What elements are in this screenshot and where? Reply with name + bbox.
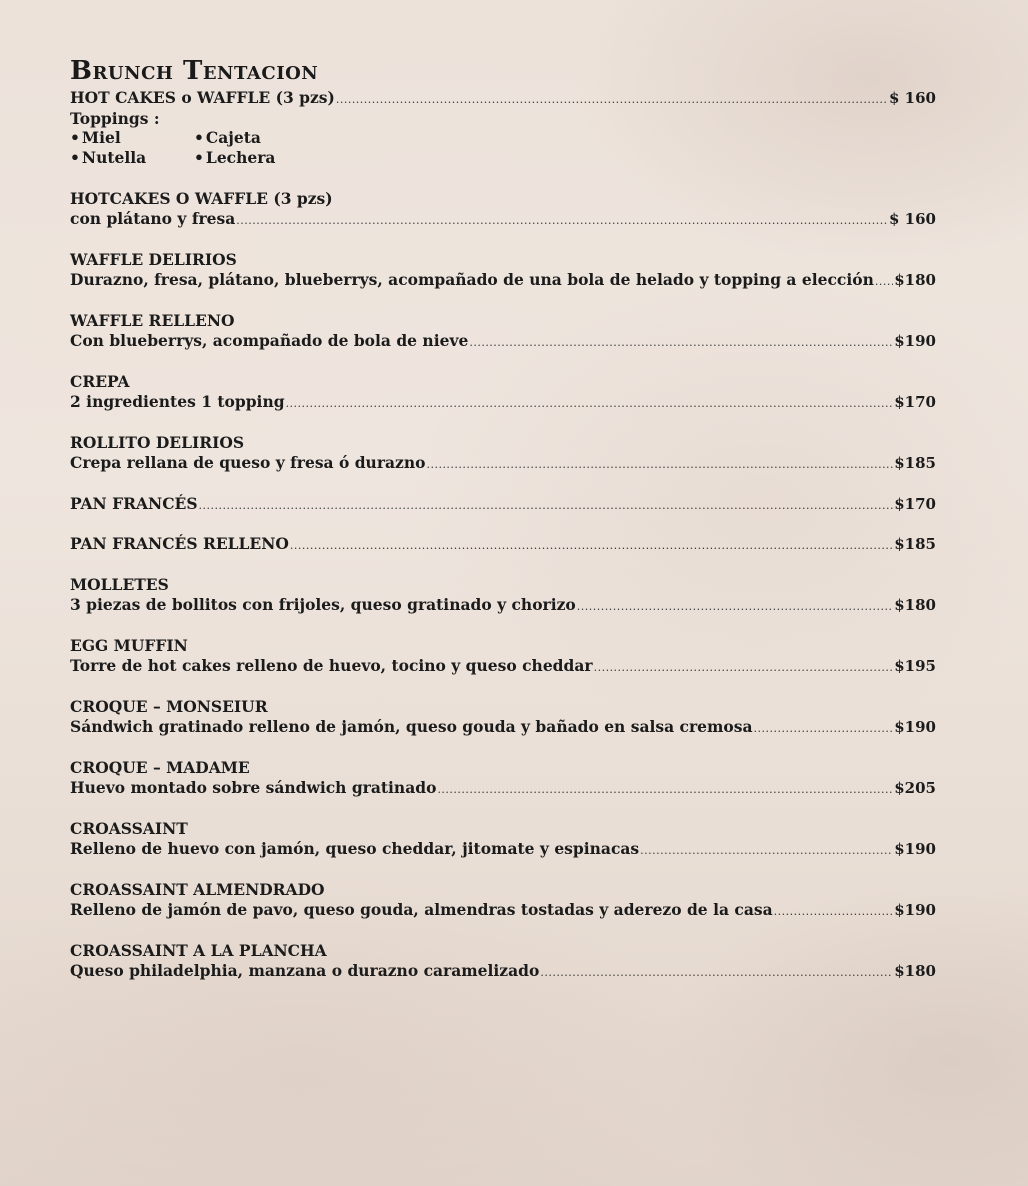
item-description: Queso philadelphia, manzana o durazno caramelizado: [70, 961, 540, 980]
menu-item-line: [70, 534, 936, 555]
item-price: $205: [894, 779, 936, 797]
menu-item-line: [70, 961, 936, 982]
menu-item-line: [70, 331, 936, 352]
menu-title: Brunch Tentacion: [70, 56, 319, 86]
topping-item: • Miel: [70, 128, 194, 148]
item-price: $170: [894, 393, 936, 411]
item-price: $185: [894, 535, 936, 553]
menu-item: [70, 819, 936, 860]
dot-leader: [286, 394, 894, 415]
dot-leader: [426, 455, 893, 476]
menu-item-line: [70, 453, 936, 474]
item-price: $190: [894, 332, 936, 350]
menu-item-line: [70, 778, 936, 799]
item-name: EGG MUFFIN: [70, 635, 188, 655]
menu-item-line: [70, 209, 936, 230]
dot-leader: [594, 658, 894, 679]
toppings-list: [70, 128, 936, 168]
item-name: CROASSAINT ALMENDRADO: [70, 879, 325, 899]
menu-item-line: [70, 839, 936, 860]
menu-item-line: [70, 494, 936, 515]
menu-item: [70, 534, 936, 555]
menu-item: [70, 758, 936, 799]
item-price: $190: [894, 718, 936, 736]
menu-item-line: [70, 270, 936, 291]
menu-item: [70, 575, 936, 616]
item-description: 2 ingredientes 1 topping: [70, 392, 285, 411]
item-name: CROQUE – MONSEIUR: [70, 696, 268, 716]
item-name: PAN FRANCÉS: [70, 493, 198, 513]
dot-leader: [199, 496, 894, 517]
item-name: WAFFLE DELIRIOS: [70, 249, 237, 269]
dot-leader: [640, 841, 893, 862]
dot-leader: [236, 211, 888, 232]
dot-leader: [469, 333, 893, 354]
item-price: $170: [894, 494, 936, 513]
menu-item: [70, 494, 936, 515]
menu-item-line: [70, 392, 936, 413]
menu-item-line: [70, 656, 936, 677]
item-description: Relleno de jamón de pavo, queso gouda, almendras tostadas y aderezo de la casa: [70, 900, 773, 919]
menu-item: [70, 88, 936, 168]
menu-item: [70, 189, 936, 230]
menu-item-line: [70, 717, 936, 738]
toppings-label: Toppings :: [70, 108, 160, 128]
item-price: $ 160: [889, 89, 936, 107]
item-description: Con blueberrys, acompañado de bola de nieve: [70, 331, 469, 350]
menu-item: [70, 636, 936, 677]
item-description: Torre de hot cakes relleno de huevo, tocino y queso cheddar: [70, 656, 593, 675]
dot-leader: [437, 780, 893, 801]
menu-item-line: [70, 88, 936, 109]
item-name: CROASSAINT: [70, 818, 188, 838]
topping-item: • Cajeta: [194, 128, 374, 148]
item-price: $190: [894, 840, 936, 858]
item-name: HOTCAKES O WAFFLE (3 pzs): [70, 188, 333, 208]
item-description: Crepa rellana de queso y fresa ó durazno: [70, 453, 426, 472]
item-price: $180: [894, 596, 936, 614]
topping-item: • Nutella: [70, 148, 194, 168]
item-price: $180: [894, 962, 936, 980]
item-price: $190: [894, 901, 936, 919]
dot-leader: [577, 597, 894, 618]
item-description: Huevo montado sobre sándwich gratinado: [70, 778, 437, 797]
menu-item: [70, 941, 936, 982]
menu-item: [70, 250, 936, 291]
item-name: CREPA: [70, 371, 130, 391]
menu-item: [70, 433, 936, 474]
menu-item-line: [70, 900, 936, 921]
dot-leader: [774, 902, 894, 923]
item-description: Relleno de huevo con jamón, queso cheddar, jitomate y espinacas: [70, 839, 640, 858]
menu-item: [70, 697, 936, 738]
item-name: PAN FRANCÉS RELLENO: [70, 534, 289, 553]
topping-item: • Lechera: [194, 148, 374, 168]
menu-item: [70, 311, 936, 352]
dot-leader: [336, 90, 888, 111]
menu-item-line: [70, 595, 936, 616]
dot-leader: [875, 272, 893, 293]
item-description: 3 piezas de bollitos con frijoles, queso gratinado y chorizo: [70, 595, 576, 614]
item-price: $185: [894, 454, 936, 472]
dot-leader: [754, 719, 894, 740]
item-description: Durazno, fresa, plátano, blueberrys, acompañado de una bola de helado y topping a elección: [70, 270, 874, 289]
dot-leader: [540, 963, 893, 984]
menu-item: [70, 372, 936, 413]
item-description: Sándwich gratinado relleno de jamón, queso gouda y bañado en salsa cremosa: [70, 717, 753, 736]
item-name: HOT CAKES o WAFFLE (3 pzs): [70, 88, 335, 107]
item-price: $180: [894, 271, 936, 289]
item-name: ROLLITO DELIRIOS: [70, 432, 245, 452]
item-price: $195: [894, 657, 936, 675]
menu-item: [70, 880, 936, 921]
item-name: MOLLETES: [70, 574, 169, 594]
item-name: CROQUE – MADAME: [70, 757, 250, 777]
dot-leader: [290, 536, 893, 557]
item-name: WAFFLE RELLENO: [70, 310, 235, 330]
item-name: CROASSAINT A LA PLANCHA: [70, 940, 327, 960]
menu: [70, 50, 936, 1002]
item-description: con plátano y fresa: [70, 209, 236, 228]
item-price: $ 160: [889, 210, 936, 228]
